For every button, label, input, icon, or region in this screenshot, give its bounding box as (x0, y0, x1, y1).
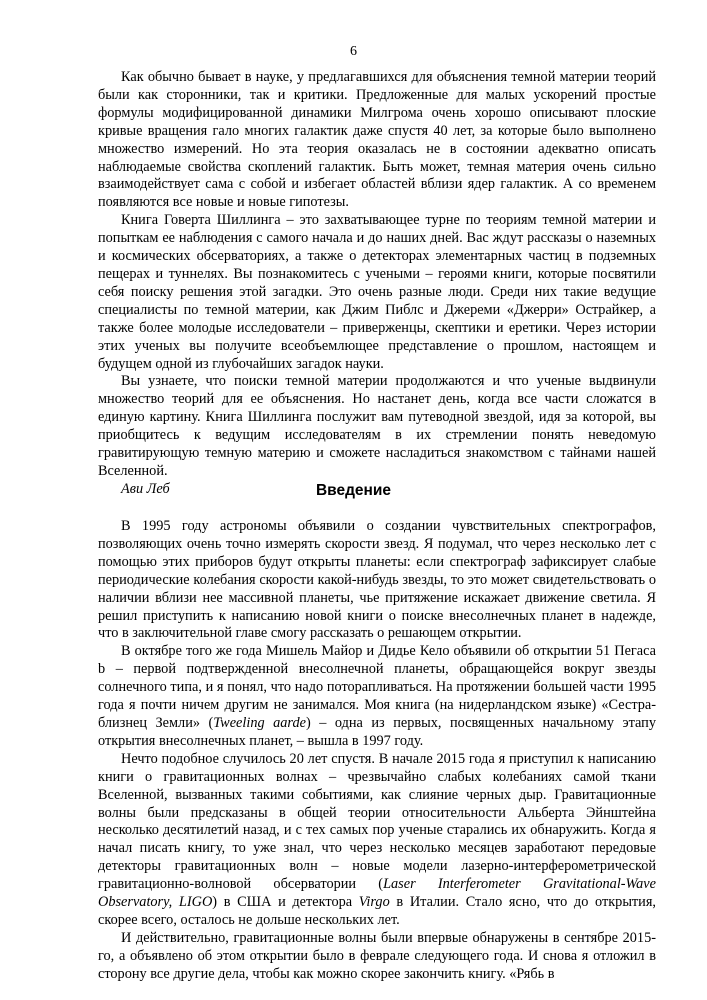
introduction-section (98, 518, 656, 984)
text-run: Нечто подобное случилось 20 лет спустя. В начале 2015 года я приступил к написанию книги о гравитационных волнах – чрезвычайно слабых колебаниях самой ткани Вселенной, вызванных такими событиями, как слияние черных дыр. Гравитационные волны были предсказаны в общей теории относительности Альберта Эйнштейна несколько десятилетий назад, и с тех самых пор ученые старались их обнаружить. Когда я начал писать книгу, то уже знал, что через несколько месяцев заработают передовые детекторы гравитационных волн – новые модели лазерно-интерферометрической гравитационно-волновой обсерватории ( (98, 750, 656, 893)
foreword-paragraph: Книга Говерта Шиллинга – это захватывающее турне по теориям темной материи и попыткам ее наблюдения с самого начала и до наших дней. Вас ждут рассказы о наземных и космических обсерваториях, а также о детекторах элементарных частиц в подземных пещерах и туннелях. Вы познакомитесь с учеными – героями книги, которые посвятили себя поиску решения этой загадки. Это очень разные люди. Среди них такие ведущие специалисты по темной материи, как Джим Пиблс и Джереми «Джерри» Остpайкер, а также более молодые исследователи – приверженцы, скептики и еретики. Через истории этих ученых вы получите всеобъемлющее представление о прошлом, настоящем и будущем одной из глубочайших загадок науки. (98, 212, 656, 372)
text-run: В октябре того же года Мишель Майор и Дидье Кело объявили об открытии 51 Пегаса b – первой подтвержденной внесолнечной планеты, обращающейся вокруг звезды солнечного типа, и я понял, что надо поторапливаться. На протяжении большей части 1995 года я почти ничем другим не занимался. Моя книга (на нидерландском языке) «Сестра-близнец Земли» ( (98, 643, 656, 731)
foreword-paragraph: Как обычно бывает в науке, у предлагавшихся для объяснения темной материи теорий были как сторонники, так и критики. Предложенные для малых ускорений простые формулы модифицированной динамики Милгрома очень хорошо описывают плоские кривые вращения гало многих галактик даже спустя 40 лет, за которые было выполнено множество измерений. Но эта теория оказалась не в состоянии адекватно описать наблюдаемые свойства скоплений галактик. Быть может, темная материя очень сильно взаимодействует сама с собой и избегает областей вблизи ядер галактик. А со временем появляются все новые и новые гипотезы. (98, 69, 656, 211)
intro-paragraph: И действительно, гравитационные волны были впервые обнаружены в сентябре 2015-го, а объявлено об этом открытии было в феврале следующего года. И снова я отложил в сторону все другие дела, чтобы как можно скорее закончить книгу. «Рябь в (98, 929, 656, 982)
italic-term: Virgo (358, 894, 390, 911)
intro-paragraph (98, 751, 656, 930)
text-run: в Италии. Стало ясно, что до открытия, скорее всего, осталось не дольше нескольких лет. (98, 894, 656, 928)
text-run: ) – одна из первых, посвященных начальному этапу открытия внесолнечных планет, – вышла в 1997 году. (98, 714, 656, 749)
italic-title: Tweeling aarde (213, 714, 306, 731)
italic-term: Laser Interferometer Gravitational-Wave Observatory, LIGO (98, 876, 656, 911)
foreword-section (98, 69, 656, 499)
intro-paragraph (98, 643, 656, 750)
intro-paragraph: В 1995 году астрономы объявили о создании чувствительных спектрографов, позволяющих очень точно измерять скорости звезд. Я подумал, что через несколько лет с помощью этих приборов будут открыты планеты: если спектрограф зафиксирует слабые периодические колебания скорости какой-нибудь звезды, то это может свидетельствовать о наличии вблизи нее массивной планеты, чье притяжение искажает движение светила. Я решил приступить к написанию новой книги о поиске внесолнечных планет в надежде, что в заключительной главе смогу рассказать о решающем открытии. (98, 518, 656, 642)
page-number: 6 (350, 44, 357, 59)
foreword-signature: Ави Леб (121, 480, 170, 497)
section-heading: Введение (315, 482, 392, 499)
foreword-paragraph: Вы узнаете, что поиски темной материи продолжаются и что ученые выдвинули множество теорий для ее объяснения. Но настанет день, когда все части сложатся в единую картину. Книга Шиллинга послужит вам путеводной звездой, идя за которой, вы приобщитесь к ведущим исследователям в их стремлении понять неведомую гравитирующую темную материю и сможете насладиться знакомством с тайнами нашей Вселенной. (98, 373, 656, 479)
text-run: ) в США и детектора (212, 894, 359, 911)
